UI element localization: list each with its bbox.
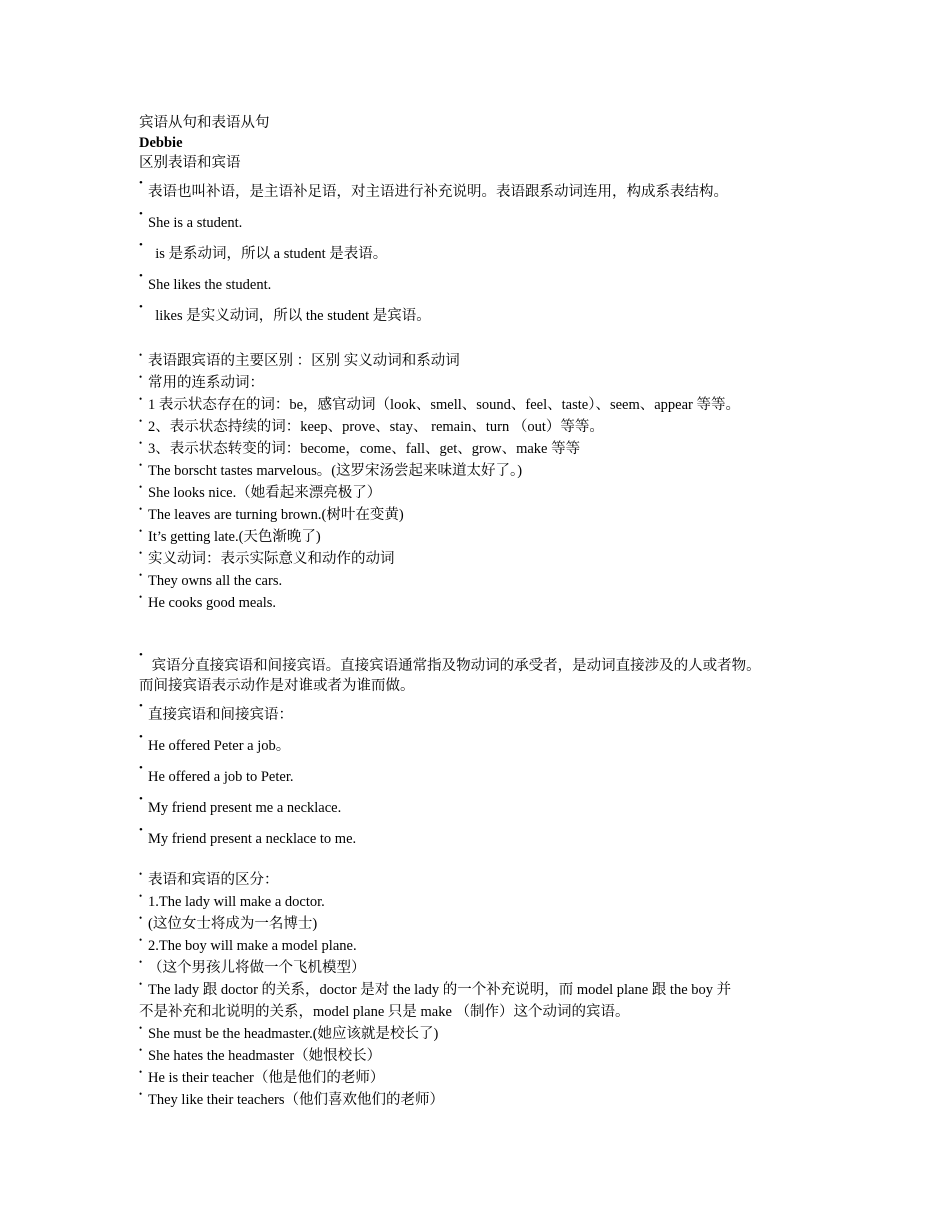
bullet-icon: • (139, 350, 143, 360)
list-item: • 常用的连系动词： (139, 372, 264, 391)
list-item: • 1 表示状态存在的词：be，感官动词（look、smell、sound、feel、taste）、seem、appear 等等。 (139, 394, 740, 413)
bullet-icon: • (139, 301, 143, 313)
bullet-icon: • (139, 482, 143, 492)
list-item: • 实义动词：表示实际意义和动作的动词 (139, 548, 395, 567)
list-item: • She is a student. (139, 208, 243, 231)
bullet-icon: • (139, 979, 143, 989)
list-item: • She hates the headmaster（她恨校长） (139, 1045, 382, 1064)
list-item: • 表语跟宾语的主要区别 ：区别 实义动词和系动词 (139, 350, 460, 369)
bullet-icon: • (139, 731, 143, 743)
bullet-icon: • (139, 649, 143, 661)
bullet-icon: • (139, 208, 143, 220)
list-item: • 表语和宾语的区分： (139, 869, 279, 888)
bullet-icon: • (139, 1023, 143, 1033)
author-name: Debbie (139, 135, 183, 151)
list-item: • He offered a job to Peter. (139, 762, 294, 785)
bullet-icon: • (139, 372, 143, 382)
bullet-icon: • (139, 177, 143, 189)
bullet-icon: • (139, 762, 143, 774)
bullet-icon: • (139, 1045, 143, 1055)
bullet-icon: • (139, 913, 143, 923)
list-item: • 2、表示状态持续的词：keep、prove、stay、 remain、turn （out）等等。 (139, 416, 604, 435)
bullet-icon: • (139, 270, 143, 282)
list-item: • He cooks good meals. (139, 592, 277, 611)
bullet-icon: • (139, 460, 143, 470)
bullet-icon: • (139, 239, 143, 251)
list-item: • He offered Peter a job。 (139, 731, 291, 754)
list-item: • (这位女士将成为一名博士) (139, 913, 318, 932)
list-item: • is 是系动词，所以 a student 是表语。 (139, 239, 388, 262)
bullet-icon: • (139, 891, 143, 901)
bullet-icon: • (139, 1089, 143, 1099)
list-item: • They like their teachers（他们喜欢他们的老师） (139, 1089, 444, 1108)
list-item: • She must be the headmaster.(她应该就是校长了) (139, 1023, 439, 1042)
list-item: • She likes the student. (139, 270, 272, 293)
bullet-icon: • (139, 548, 143, 558)
bullet-icon: • (139, 394, 143, 404)
bullet-icon: • (139, 957, 143, 967)
bullet-icon: • (139, 526, 143, 536)
list-item: • 3、表示状态转变的词：become，come、fall、get、grow、make 等等 (139, 438, 581, 457)
bullet-icon: • (139, 592, 143, 602)
bullet-icon: • (139, 504, 143, 514)
document-title: 宾语从句和表语从句 (139, 115, 270, 131)
list-item: • 直接宾语和间接宾语： (139, 700, 293, 723)
list-item: • The leaves are turning brown.(树叶在变黄) (139, 504, 404, 523)
spacer (139, 855, 819, 869)
bullet-icon: • (139, 824, 143, 836)
bullet-icon: • (139, 438, 143, 448)
spacer (139, 332, 819, 350)
list-item: • She looks nice.（她看起来漂亮极了） (139, 482, 382, 501)
list-item: • My friend present a necklace to me. (139, 824, 357, 847)
bullet-icon: • (139, 935, 143, 945)
bullet-icon: • (139, 700, 143, 712)
list-item: • He is their teacher（他是他们的老师） (139, 1067, 385, 1086)
bullet-icon: • (139, 570, 143, 580)
bullet-icon: • (139, 869, 143, 879)
list-item: • （这个男孩儿将做一个飞机模型） (139, 957, 366, 976)
list-item: • My friend present me a necklace. (139, 793, 342, 816)
list-item: • 表语也叫补语，是主语补足语，对主语进行补充说明。表语跟系动词连用，构成系表结构。 (139, 177, 728, 200)
list-item: • 2.The boy will make a model plane. (139, 935, 357, 954)
list-item: • They owns all the cars. (139, 570, 283, 589)
list-item: • It’s getting late.(天色渐晚了) (139, 526, 321, 545)
list-item: • The lady 跟 doctor 的关系，doctor 是对 the lady 的一个补充说明，而 model plane 跟 the boy 并 不是补充和北说明的关系，model plane 只是 make （制作）这个动词的宾语。 (139, 979, 732, 1020)
bullet-icon: • (139, 1067, 143, 1077)
list-item: • likes 是实义动词，所以 the student 是宾语。 (139, 301, 431, 324)
list-item: • 1.The lady will make a doctor. (139, 891, 325, 910)
list-item: • The borscht tastes marvelous。(这罗宋汤尝起来味道太好了。) (139, 460, 523, 479)
section-heading: 区别表语和宾语 (139, 155, 241, 171)
list-item: • 宾语分直接宾语和间接宾语。直接宾语通常指及物动词的承受者，是动词直接涉及的人或者物。 而间接宾语表示动作是对谁或者为谁而做。 (139, 649, 761, 694)
document-content (139, 113, 819, 1111)
spacer (139, 614, 819, 652)
bullet-icon: • (139, 416, 143, 426)
bullet-icon: • (139, 793, 143, 805)
